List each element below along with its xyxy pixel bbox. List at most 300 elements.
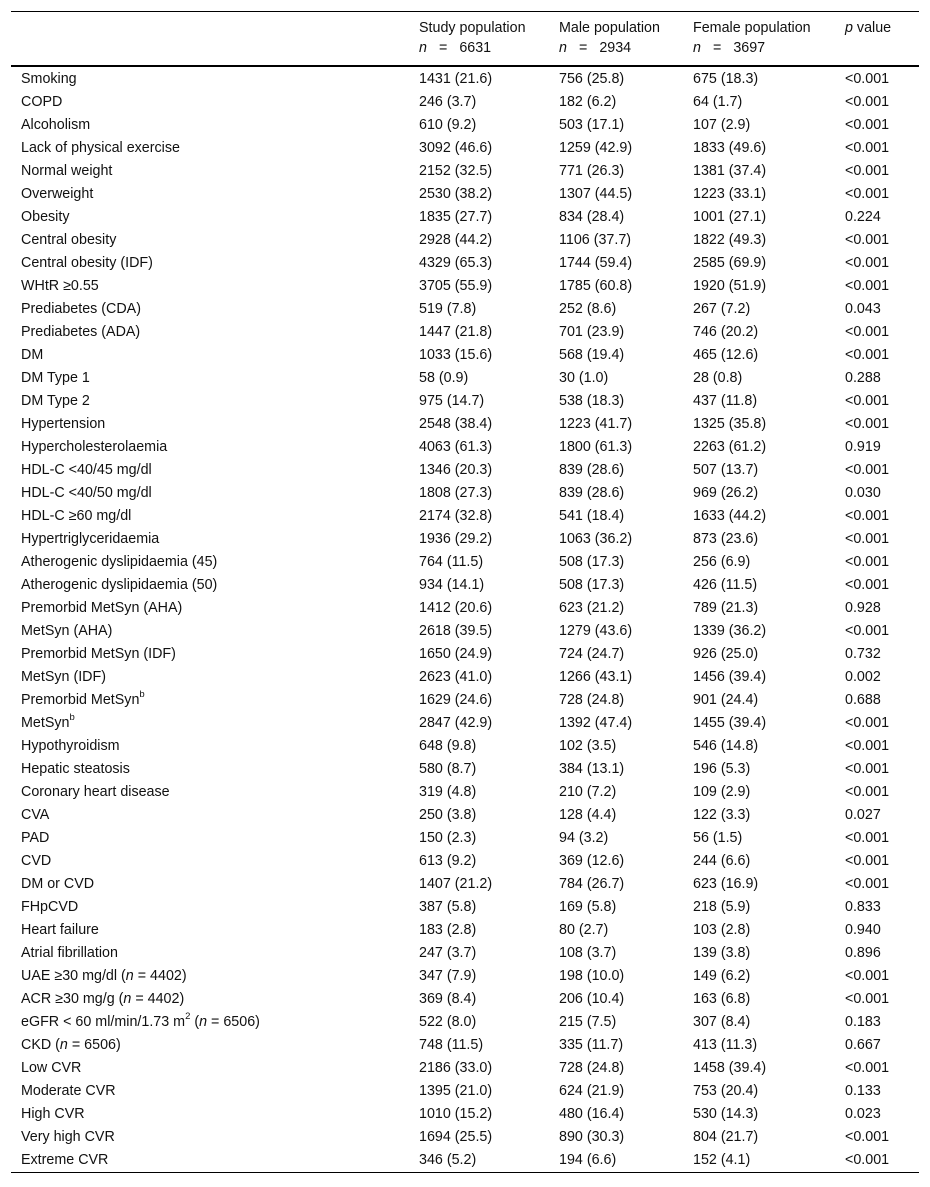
cell-female: 163 (6.8): [693, 991, 751, 1007]
table-row: [11, 1126, 919, 1149]
row-label-footnote: b: [69, 712, 75, 724]
table-row: [11, 1011, 919, 1034]
cell-study: 1407 (21.2): [419, 876, 493, 892]
cell-male: 771 (26.3): [559, 163, 625, 179]
row-label: [11, 827, 409, 850]
cell-female: 103 (2.8): [693, 922, 751, 938]
table-row: [11, 620, 919, 643]
header-n-label: n: [419, 40, 427, 56]
table-row: [11, 574, 919, 597]
table-row: [11, 1149, 919, 1173]
row-label-text: Hypothyroidism: [21, 738, 120, 754]
row-label: [11, 66, 409, 91]
cell-male: 252 (8.6): [559, 301, 617, 317]
row-label-text: DM Type 2: [21, 393, 90, 409]
cell-female: 139 (3.8): [693, 945, 751, 961]
cell-male: 210 (7.2): [559, 784, 617, 800]
table-row: [11, 643, 919, 666]
cell-p-value: <0.001: [845, 163, 890, 179]
cell-female: 1339 (36.2): [693, 623, 767, 639]
cell-p-value: <0.001: [845, 278, 890, 294]
cell-p-value: <0.001: [845, 853, 890, 869]
cell-female: 196 (5.3): [693, 761, 751, 777]
table-row: [11, 413, 919, 436]
cell-study: 1346 (20.3): [419, 462, 493, 478]
cell-male: 728 (24.8): [559, 692, 625, 708]
row-label-text: PAD: [21, 830, 50, 846]
cell-study: 2548 (38.4): [419, 416, 493, 432]
cell-study: 2623 (41.0): [419, 669, 493, 685]
cell-p-value: 0.224: [845, 209, 881, 225]
header-n-value: 6631: [459, 40, 492, 56]
cell-study: 1694 (25.5): [419, 1129, 493, 1145]
cell-study: 522 (8.0): [419, 1014, 477, 1030]
cell-study: 150 (2.3): [419, 830, 477, 846]
table-row: [11, 91, 919, 114]
cell-study: 346 (5.2): [419, 1152, 477, 1168]
cell-p-value: 0.732: [845, 646, 881, 662]
cell-study: 246 (3.7): [419, 94, 477, 110]
cell-male: 624 (21.9): [559, 1083, 625, 1099]
cell-study: 748 (11.5): [419, 1037, 484, 1053]
cell-p-value: 0.928: [845, 600, 881, 616]
row-label: [11, 413, 409, 436]
cell-study: 975 (14.7): [419, 393, 485, 409]
header-eq: =: [438, 40, 448, 56]
cell-male: 182 (6.2): [559, 94, 617, 110]
cell-study: 4063 (61.3): [419, 439, 493, 455]
table-row: [11, 160, 919, 183]
row-label-part: CKD (: [21, 1037, 60, 1053]
row-label: [11, 689, 409, 712]
row-label-text: Atherogenic dyslipidaemia (50): [21, 577, 218, 593]
cell-study: 2174 (32.8): [419, 508, 493, 524]
cell-study: 610 (9.2): [419, 117, 477, 133]
row-label-part: = 6506): [207, 1014, 260, 1030]
row-label-text: Smoking: [21, 71, 77, 87]
row-label: [11, 620, 409, 643]
cell-female: 1455 (39.4): [693, 715, 767, 731]
table-row: [11, 666, 919, 689]
cell-p-value: <0.001: [845, 1152, 890, 1168]
row-label-text: MetSyn (AHA): [21, 623, 113, 639]
table-row: [11, 183, 919, 206]
header-study-population: [409, 12, 549, 67]
cell-female: 465 (12.6): [693, 347, 759, 363]
cell-p-value: 0.183: [845, 1014, 881, 1030]
row-label: [11, 896, 409, 919]
row-label: [11, 91, 409, 114]
cell-study: 2186 (33.0): [419, 1060, 493, 1076]
cell-p-value: <0.001: [845, 876, 890, 892]
cell-p-value: 0.919: [845, 439, 881, 455]
cell-study: 613 (9.2): [419, 853, 477, 869]
cell-female: 1223 (33.1): [693, 186, 767, 202]
row-label-text: Atherogenic dyslipidaemia (45): [21, 554, 218, 570]
cell-study: 3092 (46.6): [419, 140, 493, 156]
row-label: [11, 988, 409, 1011]
row-label-text: Premorbid MetSyn (AHA): [21, 600, 183, 616]
cell-male: 728 (24.8): [559, 1060, 625, 1076]
cell-p-value: <0.001: [845, 393, 890, 409]
row-label-text: Very high CVR: [21, 1129, 115, 1145]
cell-study: 347 (7.9): [419, 968, 477, 984]
header-eq: =: [712, 40, 722, 56]
row-label-text: Lack of physical exercise: [21, 140, 180, 156]
cell-male: 623 (21.2): [559, 600, 625, 616]
cell-female: 256 (6.9): [693, 554, 751, 570]
cell-p-value: 0.133: [845, 1083, 881, 1099]
row-label-text: HDL-C ≥60 mg/dl: [21, 508, 132, 524]
cell-female: 267 (7.2): [693, 301, 751, 317]
row-label-text: Hypertriglyceridaemia: [21, 531, 160, 547]
cell-p-value: <0.001: [845, 715, 890, 731]
table-row: [11, 1103, 919, 1126]
cell-study: 1936 (29.2): [419, 531, 493, 547]
row-label: [11, 712, 409, 735]
header-eq: =: [578, 40, 588, 56]
row-label: [11, 229, 409, 252]
header-n-label: n: [559, 40, 567, 56]
table-row: [11, 988, 919, 1011]
row-label-text: Hypercholesterolaemia: [21, 439, 168, 455]
cell-study: 2928 (44.2): [419, 232, 493, 248]
table-row: [11, 1080, 919, 1103]
cell-female: 2585 (69.9): [693, 255, 767, 271]
cell-male: 508 (17.3): [559, 554, 625, 570]
row-label: [11, 850, 409, 873]
cell-study: 319 (4.8): [419, 784, 477, 800]
cell-male: 215 (7.5): [559, 1014, 617, 1030]
row-label: [11, 942, 409, 965]
cell-study: 1412 (20.6): [419, 600, 493, 616]
cell-p-value: 0.667: [845, 1037, 881, 1053]
table-row: [11, 781, 919, 804]
header-n-label: n: [693, 40, 701, 56]
cell-female: 437 (11.8): [693, 393, 758, 409]
cell-p-value: <0.001: [845, 416, 890, 432]
row-label: [11, 252, 409, 275]
cell-p-value: <0.001: [845, 623, 890, 639]
cell-female: 546 (14.8): [693, 738, 759, 754]
cell-male: 508 (17.3): [559, 577, 625, 593]
row-label-part: (: [190, 1014, 200, 1030]
row-label-text: MetSyn (IDF): [21, 669, 106, 685]
cell-p-value: 0.833: [845, 899, 881, 915]
cell-p-value: 0.896: [845, 945, 881, 961]
table-row: [11, 919, 919, 942]
row-label-part: = 6506): [67, 1037, 121, 1053]
row-label-part: 2: [185, 1011, 191, 1023]
row-label-text: MetSyn: [21, 715, 70, 731]
row-label: [11, 804, 409, 827]
header-label: Female population: [693, 20, 811, 36]
cell-female: 926 (25.0): [693, 646, 759, 662]
cell-male: 568 (19.4): [559, 347, 625, 363]
row-label: [11, 344, 409, 367]
cell-male: 1223 (41.7): [559, 416, 633, 432]
table-row: [11, 551, 919, 574]
cell-study: 250 (3.8): [419, 807, 477, 823]
cell-female: 1456 (39.4): [693, 669, 767, 685]
cell-p-value: <0.001: [845, 830, 890, 846]
cell-study: 247 (3.7): [419, 945, 477, 961]
cell-male: 1744 (59.4): [559, 255, 633, 271]
row-label: [11, 735, 409, 758]
cell-male: 1392 (47.4): [559, 715, 633, 731]
row-label-text: Moderate CVR: [21, 1083, 116, 1099]
header-n-value: 2934: [599, 40, 632, 56]
cell-male: 198 (10.0): [559, 968, 625, 984]
table-row: [11, 390, 919, 413]
table-row: [11, 229, 919, 252]
cell-female: 753 (20.4): [693, 1083, 759, 1099]
row-label: [11, 666, 409, 689]
row-label: [11, 919, 409, 942]
table-row: [11, 597, 919, 620]
cell-male: 724 (24.7): [559, 646, 625, 662]
row-label: [11, 114, 409, 137]
table-row: [11, 114, 919, 137]
row-label-text: Premorbid MetSyn: [21, 692, 140, 708]
table-row: [11, 505, 919, 528]
cell-study: 1033 (15.6): [419, 347, 493, 363]
cell-p-value: <0.001: [845, 1129, 890, 1145]
cell-female: 1325 (35.8): [693, 416, 767, 432]
cell-male: 169 (5.8): [559, 899, 617, 915]
cell-study: 1835 (27.7): [419, 209, 493, 225]
cell-female: 413 (11.3): [693, 1037, 758, 1053]
row-label-text: Atrial fibrillation: [21, 945, 118, 961]
header-p-italic: p: [845, 20, 853, 36]
table-header: [11, 12, 919, 67]
cell-female: 789 (21.3): [693, 600, 759, 616]
table-row: [11, 758, 919, 781]
row-label-text: DM or CVD: [21, 876, 95, 892]
row-label: [11, 1126, 409, 1149]
cell-female: 530 (14.3): [693, 1106, 759, 1122]
cell-study: 1010 (15.2): [419, 1106, 493, 1122]
row-label: [11, 1080, 409, 1103]
row-label-text: WHtR ≥0.55: [21, 278, 99, 294]
cell-p-value: 0.940: [845, 922, 881, 938]
cell-male: 756 (25.8): [559, 71, 625, 87]
cell-male: 335 (11.7): [559, 1037, 624, 1053]
row-label-text: Hepatic steatosis: [21, 761, 130, 777]
cell-female: 218 (5.9): [693, 899, 751, 915]
row-label: [11, 965, 409, 988]
cell-study: 1395 (21.0): [419, 1083, 493, 1099]
row-label-footnote: b: [139, 689, 145, 701]
table-row: [11, 298, 919, 321]
row-label: [11, 436, 409, 459]
table-body: [11, 66, 919, 1173]
table-row: [11, 66, 919, 91]
cell-p-value: <0.001: [845, 186, 890, 202]
table-row: [11, 206, 919, 229]
cell-female: 1833 (49.6): [693, 140, 767, 156]
row-label-text: Prediabetes (ADA): [21, 324, 141, 340]
cell-male: 890 (30.3): [559, 1129, 625, 1145]
header-label: Male population: [559, 20, 660, 36]
cell-female: 1458 (39.4): [693, 1060, 767, 1076]
row-label-text: Central obesity (IDF): [21, 255, 153, 271]
row-label-part: n: [125, 968, 134, 984]
cell-p-value: <0.001: [845, 991, 890, 1007]
cell-p-value: 0.027: [845, 807, 881, 823]
cell-study: 1629 (24.6): [419, 692, 493, 708]
cell-p-value: <0.001: [845, 1060, 890, 1076]
cell-p-value: <0.001: [845, 577, 890, 593]
row-label-part: UAE ≥30 mg/dl (: [21, 968, 126, 984]
cell-p-value: <0.001: [845, 761, 890, 777]
cell-study: 183 (2.8): [419, 922, 477, 938]
table-row: [11, 896, 919, 919]
row-label: [11, 643, 409, 666]
row-label: [11, 1034, 409, 1057]
cell-study: 2847 (42.9): [419, 715, 493, 731]
cell-male: 1279 (43.6): [559, 623, 633, 639]
row-label-text: Prediabetes (CDA): [21, 301, 141, 317]
row-label-text: HDL-C <40/45 mg/dl: [21, 462, 152, 478]
cell-study: 3705 (55.9): [419, 278, 493, 294]
header-n-value: 3697: [733, 40, 766, 56]
cell-p-value: <0.001: [845, 508, 890, 524]
header-female-population: [683, 12, 835, 67]
row-label: [11, 482, 409, 505]
cell-female: 675 (18.3): [693, 71, 759, 87]
cell-female: 746 (20.2): [693, 324, 759, 340]
cell-female: 1822 (49.3): [693, 232, 767, 248]
cell-p-value: <0.001: [845, 117, 890, 133]
row-label-text: CVD: [21, 853, 52, 869]
table-row: [11, 344, 919, 367]
row-label: [11, 574, 409, 597]
cell-study: 369 (8.4): [419, 991, 477, 1007]
row-label: [11, 597, 409, 620]
cell-study: 1431 (21.6): [419, 71, 493, 87]
row-label: [11, 183, 409, 206]
row-label: [11, 275, 409, 298]
table-row: [11, 275, 919, 298]
cell-p-value: <0.001: [845, 784, 890, 800]
row-label-text: DM: [21, 347, 44, 363]
cell-male: 701 (23.9): [559, 324, 625, 340]
prevalence-table: [11, 11, 919, 1173]
cell-female: 56 (1.5): [693, 830, 743, 846]
row-label: [11, 367, 409, 390]
cell-p-value: <0.001: [845, 554, 890, 570]
cell-study: 2152 (32.5): [419, 163, 493, 179]
row-label-text: High CVR: [21, 1106, 85, 1122]
row-label: [11, 206, 409, 229]
cell-p-value: 0.288: [845, 370, 881, 386]
cell-female: 623 (16.9): [693, 876, 759, 892]
table-row: [11, 827, 919, 850]
cell-female: 64 (1.7): [693, 94, 743, 110]
cell-male: 194 (6.6): [559, 1152, 617, 1168]
cell-male: 108 (3.7): [559, 945, 617, 961]
row-label-text: Coronary heart disease: [21, 784, 170, 800]
cell-male: 541 (18.4): [559, 508, 625, 524]
cell-female: 426 (11.5): [693, 577, 758, 593]
row-label: [11, 160, 409, 183]
cell-study: 387 (5.8): [419, 899, 477, 915]
table-row: [11, 367, 919, 390]
row-label: [11, 781, 409, 804]
cell-female: 2263 (61.2): [693, 439, 767, 455]
cell-female: 152 (4.1): [693, 1152, 751, 1168]
cell-female: 28 (0.8): [693, 370, 743, 386]
table-row: [11, 942, 919, 965]
cell-study: 1447 (21.8): [419, 324, 493, 340]
row-label-text: Premorbid MetSyn (IDF): [21, 646, 176, 662]
cell-male: 1307 (44.5): [559, 186, 633, 202]
header-p-rest: value: [852, 20, 892, 36]
table-row: [11, 528, 919, 551]
row-label-part: = 4402): [131, 991, 185, 1007]
cell-male: 1800 (61.3): [559, 439, 633, 455]
cell-female: 1381 (37.4): [693, 163, 767, 179]
row-label: [11, 321, 409, 344]
header-label: Study population: [419, 20, 526, 36]
table-row: [11, 1057, 919, 1080]
cell-male: 1259 (42.9): [559, 140, 633, 156]
row-label: [11, 505, 409, 528]
cell-female: 107 (2.9): [693, 117, 751, 133]
row-label-part: n: [199, 1014, 208, 1030]
cell-study: 1650 (24.9): [419, 646, 493, 662]
header-male-population: [549, 12, 683, 67]
table-row: [11, 712, 919, 735]
table-row: [11, 873, 919, 896]
cell-male: 503 (17.1): [559, 117, 625, 133]
cell-female: 149 (6.2): [693, 968, 751, 984]
cell-female: 307 (8.4): [693, 1014, 751, 1030]
table-row: [11, 965, 919, 988]
table-row: [11, 735, 919, 758]
cell-female: 507 (13.7): [693, 462, 759, 478]
row-label-text: Heart failure: [21, 922, 99, 938]
cell-female: 122 (3.3): [693, 807, 751, 823]
cell-study: 519 (7.8): [419, 301, 477, 317]
row-label: [11, 551, 409, 574]
header-p-value: [835, 12, 919, 67]
row-label-text: COPD: [21, 94, 63, 110]
table-row: [11, 850, 919, 873]
row-label-text: HDL-C <40/50 mg/dl: [21, 485, 152, 501]
cell-female: 901 (24.4): [693, 692, 759, 708]
cell-male: 839 (28.6): [559, 462, 625, 478]
table-row: [11, 436, 919, 459]
cell-p-value: <0.001: [845, 94, 890, 110]
row-label-text: Low CVR: [21, 1060, 82, 1076]
cell-male: 538 (18.3): [559, 393, 625, 409]
cell-male: 1266 (43.1): [559, 669, 633, 685]
cell-female: 873 (23.6): [693, 531, 759, 547]
row-label: [11, 758, 409, 781]
row-label-text: Overweight: [21, 186, 94, 202]
cell-p-value: 0.023: [845, 1106, 881, 1122]
row-label: [11, 1057, 409, 1080]
cell-study: 4329 (65.3): [419, 255, 493, 271]
cell-male: 128 (4.4): [559, 807, 617, 823]
cell-female: 1920 (51.9): [693, 278, 767, 294]
row-label: [11, 873, 409, 896]
table-row: [11, 459, 919, 482]
table-row: [11, 252, 919, 275]
prevalence-table-container: [11, 11, 919, 1173]
